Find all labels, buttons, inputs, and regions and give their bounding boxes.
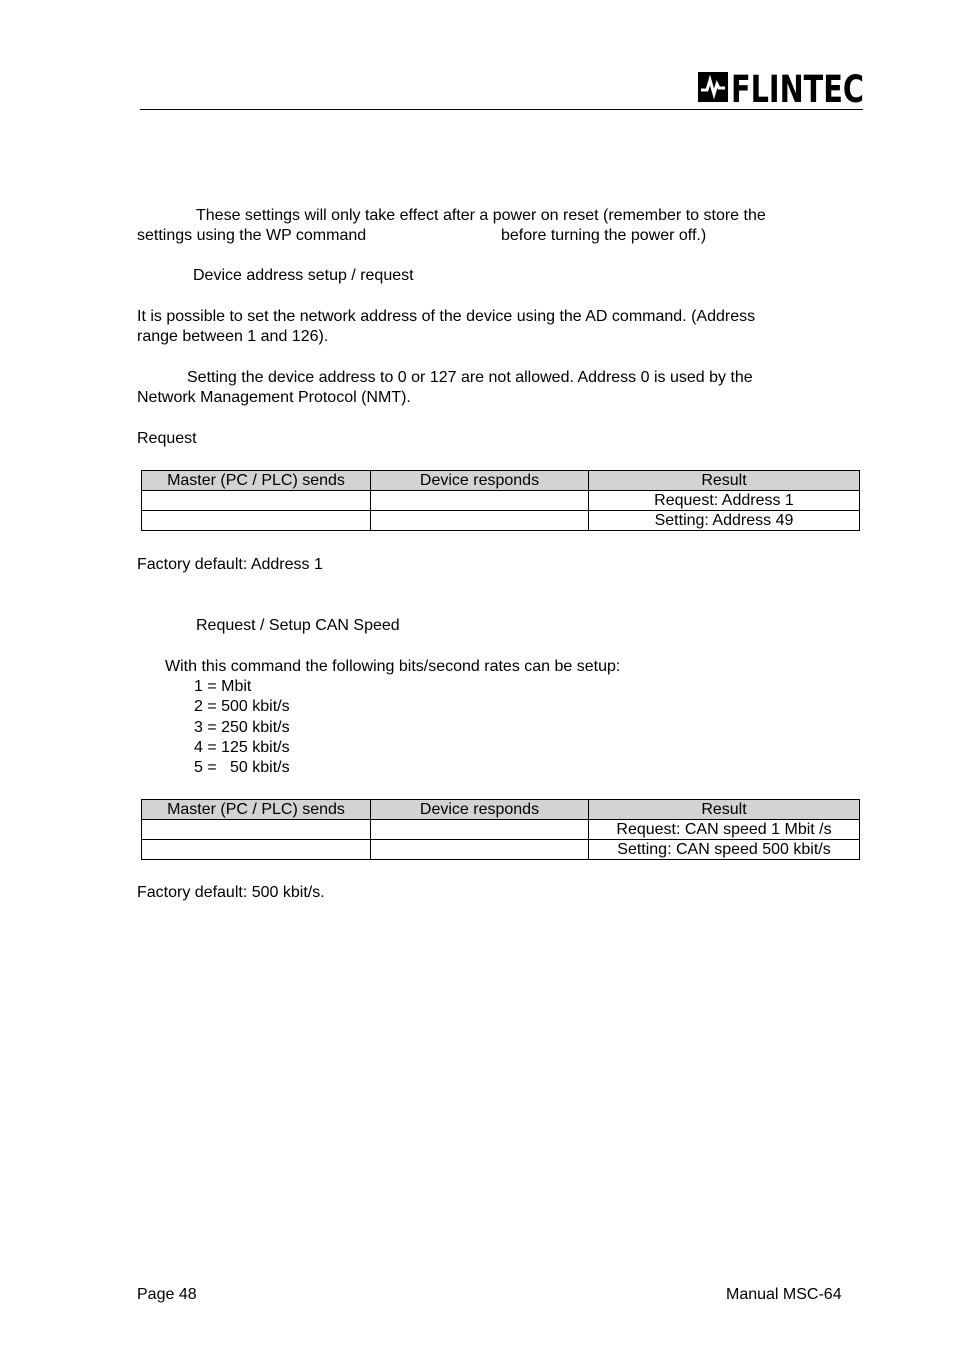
table-cell: Request: CAN speed 1 Mbit /s [589,820,860,840]
table-cell [371,491,589,511]
table-row [142,840,860,860]
table-cell: Request: Address 1 [589,491,860,511]
table-cell [142,491,371,511]
can-command-table [141,799,860,860]
table-cell: Setting: Address 49 [589,511,860,531]
table-header-cell: Master (PC / PLC) sends [142,800,371,820]
table-cell [371,840,589,860]
header-rule [140,109,863,110]
footer-manual-name: Manual MSC-64 [726,1286,842,1303]
can-rate-item: 3 = 250 kbit/s [194,719,290,736]
table-header-cell: Result [589,800,860,820]
flintec-logo [698,68,864,111]
can-rate-item: 2 = 500 kbit/s [194,698,290,715]
section-ad-para-line2: range between 1 and 126). [137,328,329,345]
section-ad-note-line2: Network Management Protocol (NMT). [137,389,411,406]
table-cell [142,820,371,840]
table-header-cell: Master (PC / PLC) sends [142,471,371,491]
table-cell [142,840,371,860]
table-cell: Setting: CAN speed 500 kbit/s [589,840,860,860]
table-cell [142,511,371,531]
ad-command-table [141,470,860,531]
logo-wordmark: FLINTEC [731,68,864,111]
table-row [142,820,860,840]
note1-line1: These settings will only take effect after a power on reset (remember to store the [196,207,766,224]
section-can-title: Request / Setup CAN Speed [196,617,400,634]
table-header-row [142,800,860,820]
section-can-intro: With this command the following bits/second rates can be setup: [165,658,621,675]
note1-line2b: before turning the power off.) [501,227,707,244]
note1-line2a: settings using the WP command [137,227,367,244]
can-rate-item: 5 = 50 kbit/s [194,759,290,776]
can-rate-item: 4 = 125 kbit/s [194,739,290,756]
table-cell [371,511,589,531]
section-ad-request-label: Request [137,430,197,447]
table-row [142,511,860,531]
table-cell [371,820,589,840]
section-ad-factory-default: Factory default: Address 1 [137,556,323,573]
section-ad-note-line1: Setting the device address to 0 or 127 are not allowed. Address 0 is used by the [187,369,753,386]
table-row [142,491,860,511]
table-header-cell: Result [589,471,860,491]
table-header-row [142,471,860,491]
table-header-cell: Device responds [371,800,589,820]
section-can-factory-default: Factory default: 500 kbit/s. [137,884,325,901]
section-ad-para-line1: It is possible to set the network address of the device using the AD command. (Address [137,308,756,325]
can-rate-item: 1 = Mbit [194,678,252,695]
table-header-cell: Device responds [371,471,589,491]
section-ad-title: Device address setup / request [193,267,414,284]
footer-page-number: Page 48 [137,1286,197,1303]
